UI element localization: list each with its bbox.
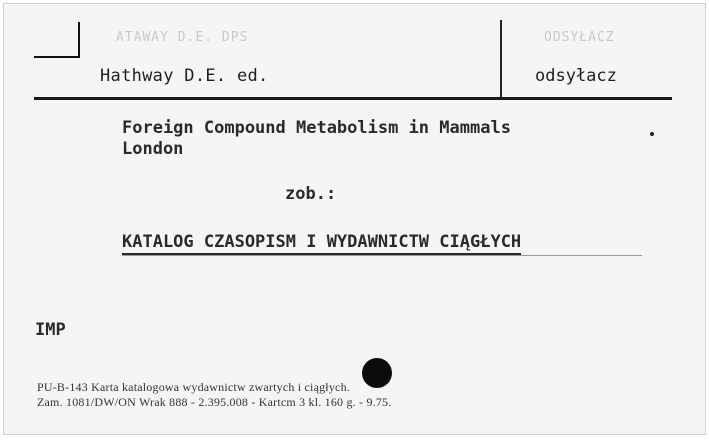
punch-hole xyxy=(362,358,392,388)
catalog-reference: KATALOG CZASOPISM I WYDAWNICTW CIĄGŁYCH xyxy=(122,232,521,255)
corner-mark-vertical xyxy=(78,22,80,58)
corner-mark-horizontal xyxy=(34,56,80,58)
footer-line-2: Zam. 1081/DW/ON Wrak 888 - 2.395.008 - Kartcm 3 kl. 160 g. - 9.75. xyxy=(37,395,392,409)
publication-place: London xyxy=(122,139,184,159)
see-reference-label: zob.: xyxy=(285,184,337,204)
footer-line-1: PU-B-143 Karta katalogowa wydawnictw zwartych i ciągłych. xyxy=(37,380,350,394)
card-type-label: odsyłacz xyxy=(535,66,617,86)
imprint-mark: IMP xyxy=(35,320,66,340)
header-divider xyxy=(500,20,502,98)
faded-header-right-text: ODSYŁACZ xyxy=(544,30,615,45)
author-heading: Hathway D.E. ed. xyxy=(100,66,269,86)
header-rule xyxy=(34,97,672,100)
catalog-card xyxy=(3,3,706,435)
faded-header-text: ATAWAY D.E. DPS xyxy=(116,30,249,45)
reference-underline-shadow xyxy=(122,255,642,256)
title-end-dot xyxy=(650,132,654,136)
work-title: Foreign Compound Metabolism in Mammals xyxy=(122,118,511,138)
